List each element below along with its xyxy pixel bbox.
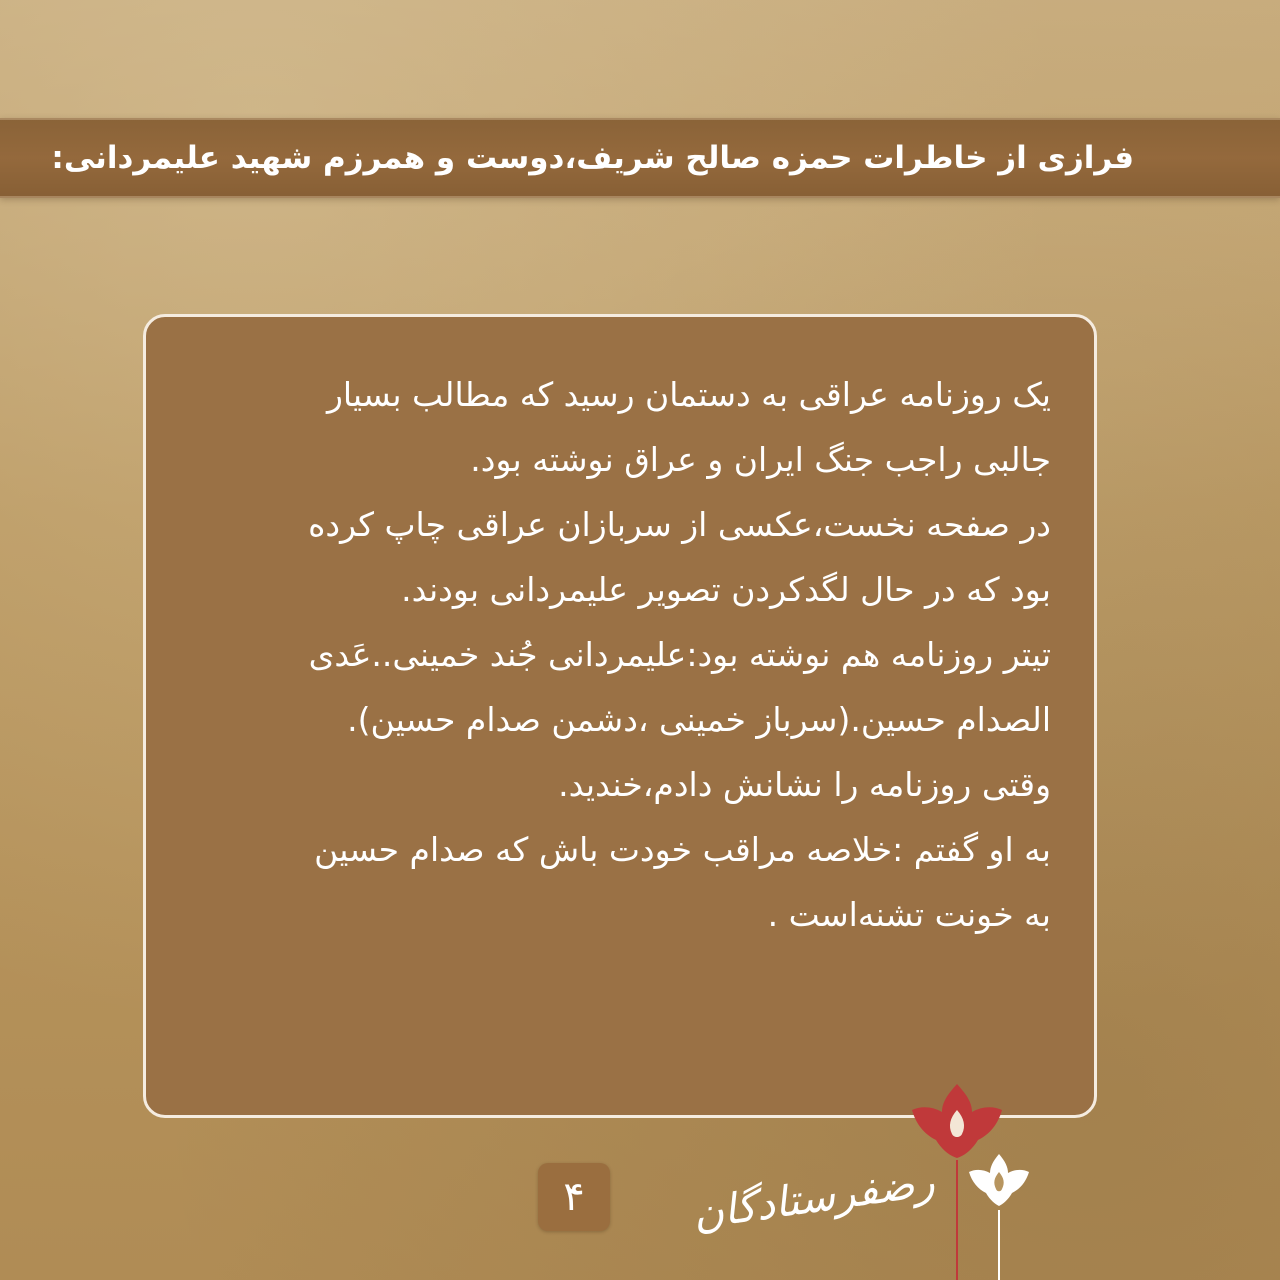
memoir-text: [171, 362, 1051, 947]
memoir-line: به خونت تشنه‌است .: [767, 895, 1051, 934]
memoir-line: بود که در حال لگدکردن تصویر علیمردانی بودند.: [401, 570, 1051, 609]
header-band-top-line: [0, 118, 1280, 120]
page-number: ۴: [538, 1163, 610, 1231]
page-title: فرازی از خاطرات حمزه صالح شریف،دوست و همرزم شهید علیمردانی:: [51, 140, 1134, 176]
memoir-line: الصدام حسین.(سرباز خمینی ،دشمن صدام حسین).: [347, 700, 1051, 739]
memoir-text-card: [143, 314, 1097, 1118]
memoir-line: وقتی روزنامه را نشانش دادم،خندید.: [558, 765, 1051, 804]
tulip-icon: [964, 1150, 1034, 1280]
memoir-line: یک روزنامه عراقی به دستمان رسید که مطالب بسیار: [326, 375, 1051, 414]
header-band: [0, 118, 1280, 198]
memoir-line: تیتر روزنامه هم نوشته بود:علیمردانی جُند خمینی..عَدی: [308, 635, 1051, 674]
memoir-line: جالبی راجب جنگ ایران و عراق نوشته بود.: [470, 440, 1051, 479]
brand-logo: رضفرستادگان: [689, 1156, 938, 1239]
memoir-line: در صفحه نخست،عکسی از سربازان عراقی چاپ کرده: [308, 505, 1051, 544]
header-band-bottom-line: [0, 196, 1280, 198]
memoir-line: به او گفتم :خلاصه مراقب خودت باش که صدام حسین: [314, 830, 1051, 869]
